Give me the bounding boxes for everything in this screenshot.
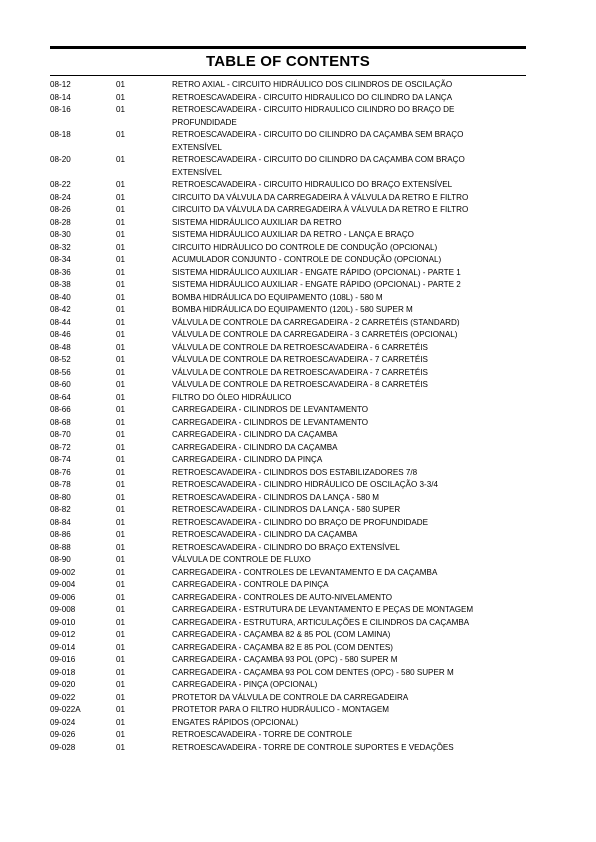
toc-entry — [50, 529, 526, 542]
toc-entry-code: 08-90 — [50, 555, 71, 564]
toc-entry — [50, 667, 526, 680]
toc-entry — [50, 279, 526, 292]
toc-entry-code: 09-028 — [50, 742, 76, 752]
toc-entry-code: 08-42 — [50, 305, 71, 314]
toc-entry-description: CARREGADEIRA - ESTRUTURA, ARTICULAÇÕES E CILINDROS DA CAÇAMBA — [172, 617, 470, 627]
toc-entry-code: 08-22 — [50, 180, 71, 189]
toc-entry-revision: 01 — [116, 505, 126, 514]
toc-entry-revision: 01 — [116, 330, 126, 339]
toc-entry-revision: 01 — [116, 480, 126, 489]
toc-entry-revision: 01 — [116, 717, 126, 727]
toc-entry — [50, 379, 526, 392]
toc-entry-revision: 01 — [116, 730, 126, 739]
toc-entry-revision: 01 — [116, 355, 126, 364]
toc-entry-description: SISTEMA HIDRÁULICO AUXILIAR - ENGATE RÁPIDO (OPCIONAL) - PARTE 2 — [172, 280, 461, 289]
toc-entry — [50, 367, 526, 380]
toc-entry-description: RETROESCAVADEIRA - TORRE DE CONTROLE — [172, 730, 353, 739]
toc-entry-description: CARREGADEIRA - CILINDRO DA CAÇAMBA — [172, 430, 338, 439]
toc-entry-description: CARREGADEIRA - CONTROLES DE LEVANTAMENTO E DA CAÇAMBA — [172, 567, 438, 577]
toc-entry-revision: 01 — [116, 280, 126, 289]
toc-entry-revision: 01 — [116, 155, 126, 164]
toc-entry-description: RETROESCAVADEIRA - CILINDRO DA CAÇAMBA — [172, 530, 358, 539]
page-title: TABLE OF CONTENTS — [206, 53, 370, 70]
toc-entry-description: RETROESCAVADEIRA - CIRCUITO DO CILINDRO DA CAÇAMBA SEM BRAÇO EXTENSÍVEL — [172, 130, 464, 152]
toc-entry — [50, 104, 526, 129]
toc-entry-code: 08-40 — [50, 292, 71, 302]
toc-entry-code: 09-006 — [50, 592, 76, 602]
toc-entry-code: 09-022 — [50, 692, 76, 702]
toc-entry-revision: 01 — [116, 305, 126, 314]
toc-entry-revision: 01 — [116, 255, 126, 264]
toc-entry-revision: 01 — [116, 642, 126, 652]
toc-entry — [50, 242, 526, 255]
toc-entry — [50, 154, 526, 179]
toc-entry-description: BOMBA HIDRÁULICA DO EQUIPAMENTO (120L) - 580 SUPER M — [172, 305, 413, 314]
toc-entry-revision: 01 — [116, 292, 126, 302]
toc-entry-revision: 01 — [116, 667, 126, 677]
toc-entry — [50, 704, 526, 717]
toc-entry-code: 08-48 — [50, 342, 71, 352]
toc-entry — [50, 354, 526, 367]
toc-entry-revision: 01 — [116, 580, 126, 589]
toc-entry-revision: 01 — [116, 130, 126, 139]
toc-entry-description: RETRO AXIAL - CIRCUITO HIDRÁULICO DOS CILINDROS DE OSCILAÇÃO — [172, 80, 453, 89]
toc-entry-revision: 01 — [116, 530, 126, 539]
toc-entry-revision: 01 — [116, 417, 126, 427]
toc-entry — [50, 229, 526, 242]
toc-entry-revision: 01 — [116, 442, 126, 452]
toc-entry — [50, 454, 526, 467]
toc-entry-description: RETROESCAVADEIRA - CILINDROS DA LANÇA - 580 M — [172, 492, 380, 502]
toc-entry-code: 09-018 — [50, 667, 76, 677]
toc-entry-revision: 01 — [116, 192, 126, 202]
toc-entry — [50, 342, 526, 355]
toc-entry-code: 08-88 — [50, 542, 71, 552]
toc-entry-code: 08-80 — [50, 492, 71, 502]
title-underline — [50, 75, 526, 76]
toc-entry — [50, 329, 526, 342]
toc-entry-code: 08-82 — [50, 505, 71, 514]
toc-entry-description: RETROESCAVADEIRA - CILINDROS DA LANÇA - 580 SUPER — [172, 505, 401, 514]
toc-entry-description: RETROESCAVADEIRA - CILINDROS DOS ESTABILIZADORES 7/8 — [172, 467, 418, 477]
toc-entry-code: 08-30 — [50, 230, 71, 239]
toc-entry-description: CARREGADEIRA - CONTROLES DE AUTO-NIVELAMENTO — [172, 592, 393, 602]
toc-entry-code: 08-14 — [50, 92, 71, 102]
toc-entry-description: RETROESCAVADEIRA - CIRCUITO HIDRAULICO CILINDRO DO BRAÇO DE PROFUNDIDADE — [172, 105, 455, 127]
toc-entry-code: 08-64 — [50, 392, 71, 402]
toc-entry-code: 08-74 — [50, 455, 71, 464]
toc-entry-description: ACUMULADOR CONJUNTO - CONTROLE DE CONDUÇÃO (OPCIONAL) — [172, 255, 442, 264]
toc-entry-description: VÁLVULA DE CONTROLE DE FLUXO — [172, 555, 311, 564]
toc-entry — [50, 92, 526, 105]
toc-entry-code: 08-34 — [50, 255, 71, 264]
toc-entry-code: 09-002 — [50, 567, 76, 577]
toc-entry-code: 08-72 — [50, 442, 71, 452]
toc-entry-description: RETROESCAVADEIRA - CILINDRO DO BRAÇO EXTENSÍVEL — [172, 542, 400, 552]
toc-entry — [50, 304, 526, 317]
toc-entry-description: CIRCUITO DA VÁLVULA DA CARREGADEIRA À VÁLVULA DA RETRO E FILTRO — [172, 205, 469, 214]
toc-entry-description: CARREGADEIRA - CILINDROS DE LEVANTAMENTO — [172, 417, 369, 427]
toc-entry-revision: 01 — [116, 567, 126, 577]
toc-entry-description: CARREGADEIRA - CAÇAMBA 93 POL COM DENTES (OPC) - 580 SUPER M — [172, 667, 454, 677]
toc-entry-code: 09-022A — [50, 705, 81, 714]
toc-entry — [50, 642, 526, 655]
toc-entry — [50, 592, 526, 605]
toc-entry-description: CARREGADEIRA - PINÇA (OPCIONAL) — [172, 680, 318, 689]
toc-entry-revision: 01 — [116, 605, 126, 614]
toc-entry-description: RETROESCAVADEIRA - CILINDRO HIDRÁULICO DE OSCILAÇÃO 3-3/4 — [172, 480, 438, 489]
toc-entry-revision: 01 — [116, 492, 126, 502]
toc-entry-code: 09-026 — [50, 730, 76, 739]
toc-entry-code: 09-012 — [50, 630, 76, 639]
toc-entry — [50, 692, 526, 705]
toc-entry-revision: 01 — [116, 517, 126, 527]
toc-entry-revision: 01 — [116, 267, 126, 277]
toc-entry-code: 09-024 — [50, 717, 76, 727]
toc-entry-description: SISTEMA HIDRÁULICO AUXILIAR DA RETRO — [172, 217, 342, 227]
toc-entry-code: 08-46 — [50, 330, 71, 339]
toc-entry — [50, 717, 526, 730]
toc-entry-revision: 01 — [116, 655, 126, 664]
toc-entry — [50, 467, 526, 480]
toc-entry-code: 08-56 — [50, 367, 71, 377]
toc-entry-code: 09-010 — [50, 617, 76, 627]
toc-entry-description: CARREGADEIRA - CONTROLE DA PINÇA — [172, 580, 329, 589]
toc-entry-description: RETROESCAVADEIRA - TORRE DE CONTROLE SUPORTES E VEDAÇÕES — [172, 742, 454, 752]
toc-entry-description: CIRCUITO HIDRÀULICO DO CONTROLE DE CONDUÇÃO (OPCIONAL) — [172, 242, 438, 252]
toc-entry-description: CARREGADEIRA - CILINDRO DA PINÇA — [172, 455, 323, 464]
toc-entry-description: SISTEMA HIDRÁULICO AUXILIAR - ENGATE RÁPIDO (OPCIONAL) - PARTE 1 — [172, 267, 461, 277]
toc-entry — [50, 504, 526, 517]
toc-entry — [50, 429, 526, 442]
toc-entry-revision: 01 — [116, 92, 126, 102]
toc-entry-code: 08-24 — [50, 192, 71, 202]
toc-entry-description: SISTEMA HIDRÁULICO AUXILIAR DA RETRO - LANÇA E BRAÇO — [172, 230, 414, 239]
toc-entry-code: 08-84 — [50, 517, 71, 527]
toc-entry-revision: 01 — [116, 205, 126, 214]
toc-entry — [50, 179, 526, 192]
toc-entry — [50, 629, 526, 642]
toc-entry — [50, 579, 526, 592]
toc-entry — [50, 192, 526, 205]
toc-entry-revision: 01 — [116, 742, 126, 752]
toc-entry-revision: 01 — [116, 542, 126, 552]
toc-entry-code: 08-26 — [50, 205, 71, 214]
toc-list — [50, 79, 526, 754]
toc-entry-revision: 01 — [116, 455, 126, 464]
toc-entry — [50, 617, 526, 630]
toc-entry-revision: 01 — [116, 367, 126, 377]
toc-entry-code: 08-16 — [50, 105, 71, 114]
toc-entry-revision: 01 — [116, 705, 126, 714]
toc-entry-code: 08-86 — [50, 530, 71, 539]
toc-entry-description: VÁLVULA DE CONTROLE DA RETROESCAVADEIRA - 7 CARRETÉIS — [172, 355, 428, 364]
toc-entry-revision: 01 — [116, 180, 126, 189]
toc-entry-code: 08-66 — [50, 405, 71, 414]
toc-entry — [50, 129, 526, 154]
toc-entry-description: CARREGADEIRA - CILINDROS DE LEVANTAMENTO — [172, 405, 369, 414]
toc-entry-code: 08-70 — [50, 430, 71, 439]
toc-entry — [50, 604, 526, 617]
toc-entry-revision: 01 — [116, 617, 126, 627]
toc-entry-description: VÁLVULA DE CONTROLE DA CARREGADEIRA - 2 CARRETÉIS (STANDARD) — [172, 317, 460, 327]
toc-entry-code: 08-60 — [50, 380, 71, 389]
toc-entry-revision: 01 — [116, 555, 126, 564]
toc-entry-code: 08-28 — [50, 217, 71, 227]
toc-entry-code: 08-20 — [50, 155, 71, 164]
toc-entry — [50, 554, 526, 567]
toc-entry — [50, 567, 526, 580]
toc-entry-description: PROTETOR DA VÁLVULA DE CONTROLE DA CARREGADEIRA — [172, 692, 409, 702]
toc-entry-description: CARREGADEIRA - CAÇAMBA 93 POL (OPC) - 580 SUPER M — [172, 655, 398, 664]
toc-entry — [50, 742, 526, 755]
toc-entry-code: 09-004 — [50, 580, 76, 589]
toc-entry — [50, 517, 526, 530]
toc-entry — [50, 479, 526, 492]
toc-entry-revision: 01 — [116, 592, 126, 602]
toc-entry-description: CIRCUITO DA VÁLVULA DA CARREGADEIRA À VÁLVULA DA RETRO E FILTRO — [172, 192, 469, 202]
toc-entry-description: CARREGADEIRA - CAÇAMBA 82 & 85 POL (COM LAMINA) — [172, 630, 391, 639]
toc-entry-description: VÁLVULA DE CONTROLE DA RETROESCAVADEIRA - 8 CARRETÉIS — [172, 380, 428, 389]
toc-entry — [50, 217, 526, 230]
toc-entry-code: 08-36 — [50, 267, 71, 277]
toc-entry-code: 08-78 — [50, 480, 71, 489]
toc-entry — [50, 654, 526, 667]
toc-entry-description: PROTETOR PARA O FILTRO HUDRÁULICO - MONTAGEM — [172, 705, 390, 714]
toc-entry — [50, 404, 526, 417]
toc-entry-description: VÁLVULA DE CONTROLE DA RETROESCAVADEIRA - 6 CARRETÉIS — [172, 342, 428, 352]
toc-entry-revision: 01 — [116, 242, 126, 252]
toc-entry — [50, 254, 526, 267]
toc-entry-code: 08-18 — [50, 130, 71, 139]
toc-entry-revision: 01 — [116, 380, 126, 389]
toc-entry — [50, 204, 526, 217]
toc-entry-code: 08-68 — [50, 417, 71, 427]
toc-entry-code: 08-38 — [50, 280, 71, 289]
toc-entry-description: RETROESCAVADEIRA - CILINDRO DO BRAÇO DE PROFUNDIDADE — [172, 517, 429, 527]
toc-entry-description: CARREGADEIRA - CAÇAMBA 82 E 85 POL (COM DENTES) — [172, 642, 393, 652]
toc-entry-code: 08-76 — [50, 467, 71, 477]
toc-entry-description: BOMBA HIDRÁULICA DO EQUIPAMENTO (108L) - 580 M — [172, 292, 383, 302]
toc-entry-code: 08-12 — [50, 80, 71, 89]
toc-entry-revision: 01 — [116, 430, 126, 439]
toc-entry — [50, 392, 526, 405]
toc-entry-revision: 01 — [116, 342, 126, 352]
toc-entry-description: CARREGADEIRA - CILINDRO DA CAÇAMBA — [172, 442, 338, 452]
toc-entry-description: RETROESCAVADEIRA - CIRCUITO HIDRAULICO DO BRAÇO EXTENSÍVEL — [172, 180, 453, 189]
toc-entry-code: 08-52 — [50, 355, 71, 364]
toc-entry-description: RETROESCAVADEIRA - CIRCUITO HIDRAULICO DO CILINDRO DA LANÇA — [172, 92, 453, 102]
toc-entry-code: 08-32 — [50, 242, 71, 252]
toc-entry-description: VÁLVULA DE CONTROLE DA RETROESCAVADEIRA - 7 CARRETÉIS — [172, 367, 428, 377]
toc-entry — [50, 492, 526, 505]
toc-entry-revision: 01 — [116, 467, 126, 477]
toc-entry — [50, 542, 526, 555]
toc-entry-description: CARREGADEIRA - ESTRUTURA DE LEVANTAMENTO E PEÇAS DE MONTAGEM — [172, 605, 474, 614]
toc-entry-revision: 01 — [116, 217, 126, 227]
toc-entry-description: VÁLVULA DE CONTROLE DA CARREGADEIRA - 3 CARRETÉIS (OPCIONAL) — [172, 330, 458, 339]
toc-entry-revision: 01 — [116, 692, 126, 702]
toc-entry-revision: 01 — [116, 392, 126, 402]
toc-entry-revision: 01 — [116, 105, 126, 114]
toc-entry-revision: 01 — [116, 317, 126, 327]
toc-entry — [50, 317, 526, 330]
toc-entry-revision: 01 — [116, 405, 126, 414]
toc-entry — [50, 729, 526, 742]
toc-entry — [50, 417, 526, 430]
toc-entry-code: 09-016 — [50, 655, 76, 664]
top-rule — [50, 46, 526, 49]
toc-entry — [50, 442, 526, 455]
toc-entry-revision: 01 — [116, 630, 126, 639]
toc-entry — [50, 267, 526, 280]
toc-entry — [50, 292, 526, 305]
toc-entry-revision: 01 — [116, 230, 126, 239]
toc-entry-code: 09-020 — [50, 680, 76, 689]
toc-entry-code: 08-44 — [50, 317, 71, 327]
toc-entry-description: FILTRO DO ÓLEO HIDRÁULICO — [172, 392, 292, 402]
toc-entry-code: 09-014 — [50, 642, 76, 652]
toc-entry-revision: 01 — [116, 80, 126, 89]
toc-entry — [50, 679, 526, 692]
toc-entry-revision: 01 — [116, 680, 126, 689]
toc-entry-code: 09-008 — [50, 605, 76, 614]
toc-entry — [50, 79, 526, 92]
toc-entry-description: ENGATES RÁPIDOS (OPCIONAL) — [172, 717, 299, 727]
toc-entry-description: RETROESCAVADEIRA - CIRCUITO DO CILINDRO DA CAÇAMBA COM BRAÇO EXTENSÍVEL — [172, 155, 465, 177]
